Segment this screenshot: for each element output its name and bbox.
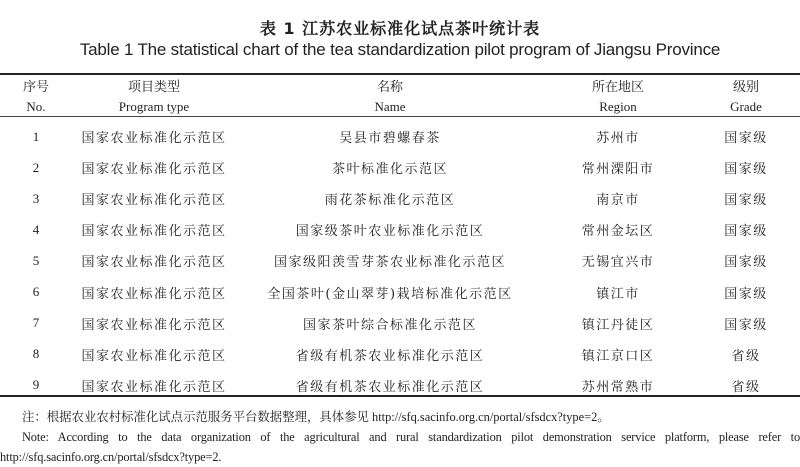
cell-region: 南京市: [596, 193, 640, 209]
cell-region: 镇江丹徒区: [581, 317, 655, 333]
cell-region: 常州溧阳市: [581, 162, 655, 178]
cell-region: 苏州市: [596, 131, 640, 147]
cell-grade: 省级: [731, 348, 761, 364]
cell-grade: 省级: [731, 379, 761, 395]
header-name-en: Name: [374, 99, 406, 114]
cell-region: 苏州常熟市: [581, 379, 655, 395]
note-english: Note: According to the data organization of the agricultural and rural standardization pilot demonstration service platform, please refer to http://sfq.sacinfo.org.cn/portal/sfsdcx?type=2.: [0, 430, 800, 464]
header-name-cn: 名称: [376, 80, 403, 95]
cell-no: 9: [32, 377, 40, 393]
table-row: [0, 276, 800, 307]
header-row-english: [0, 97, 800, 117]
header-no-en: No.: [26, 99, 46, 114]
cell-name: 雨花茶标准化示范区: [324, 193, 456, 209]
header-grade-en: Grade: [730, 99, 762, 114]
cell-grade: 国家级: [724, 224, 768, 240]
cell-type: 国家农业标准化示范区: [81, 162, 227, 178]
table-caption-english: Table 1 The statistical chart of the tea standardization pilot program of Jiangsu Province: [79, 40, 721, 59]
cell-type: 国家农业标准化示范区: [81, 131, 227, 147]
header-no-cn: 序号: [22, 80, 49, 95]
cell-no: 8: [32, 346, 40, 362]
cell-no: 6: [32, 284, 40, 300]
table-row: [0, 121, 800, 152]
table-row: [0, 308, 800, 339]
cell-type: 国家农业标准化示范区: [81, 286, 227, 302]
table-row: [0, 183, 800, 214]
tea-pilot-table: [0, 78, 800, 401]
table-row: [0, 214, 800, 245]
cell-no: 1: [32, 128, 40, 144]
cell-no: 7: [32, 315, 40, 331]
cell-no: 3: [32, 190, 40, 206]
cell-name: 吴县市碧螺春茶: [339, 131, 441, 147]
cell-name: 省级有机茶农业标准化示范区: [295, 379, 485, 395]
cell-no: 2: [32, 159, 40, 175]
cell-type: 国家农业标准化示范区: [81, 224, 227, 240]
cell-region: 镇江市: [596, 286, 640, 302]
cell-type: 国家农业标准化示范区: [81, 255, 227, 271]
cell-grade: 国家级: [724, 317, 768, 333]
cell-grade: 国家级: [724, 255, 768, 271]
cell-name: 国家茶叶综合标准化示范区: [302, 317, 477, 333]
cell-region: 镇江京口区: [581, 348, 655, 364]
header-region-cn: 所在地区: [591, 80, 644, 95]
cell-name: 省级有机茶农业标准化示范区: [295, 348, 485, 364]
header-grade-cn: 级别: [732, 80, 759, 95]
cell-name: 茶叶标准化示范区: [331, 162, 448, 178]
cell-grade: 国家级: [724, 193, 768, 209]
cell-no: 5: [32, 252, 40, 268]
cell-type: 国家农业标准化示范区: [81, 348, 227, 364]
table-row: [0, 370, 800, 401]
header-row-chinese: [0, 78, 800, 97]
table-caption-chinese: 表 1 江苏农业标准化试点茶叶统计表: [259, 19, 541, 38]
cell-type: 国家农业标准化示范区: [81, 193, 227, 209]
top-rule: [0, 73, 800, 75]
table-notes: [0, 407, 800, 467]
table-row: [0, 339, 800, 370]
header-region-en: Region: [599, 99, 637, 114]
cell-name: 国家级阳羡雪芽茶农业标准化示范区: [273, 255, 506, 271]
cell-type: 国家农业标准化示范区: [81, 379, 227, 395]
cell-grade: 国家级: [724, 131, 768, 147]
cell-type: 国家农业标准化示范区: [81, 317, 227, 333]
table-row: [0, 152, 800, 183]
note-chinese: 注：根据农业农村标准化试点示范服务平台数据整理，具体参见 http://sfq.sacinfo.org.cn/portal/sfsdcx?type=2。: [22, 410, 610, 424]
header-type-en: Program type: [118, 99, 190, 114]
cell-grade: 国家级: [724, 286, 768, 302]
cell-region: 无锡宜兴市: [581, 255, 655, 271]
cell-grade: 国家级: [724, 162, 768, 178]
cell-no: 4: [32, 221, 40, 237]
table-row: [0, 245, 800, 276]
cell-region: 常州金坛区: [581, 224, 655, 240]
header-type-cn: 项目类型: [127, 80, 180, 95]
cell-name: 全国茶叶(金山翠芽)栽培标准化示范区: [267, 286, 513, 302]
cell-name: 国家级茶叶农业标准化示范区: [295, 224, 485, 240]
